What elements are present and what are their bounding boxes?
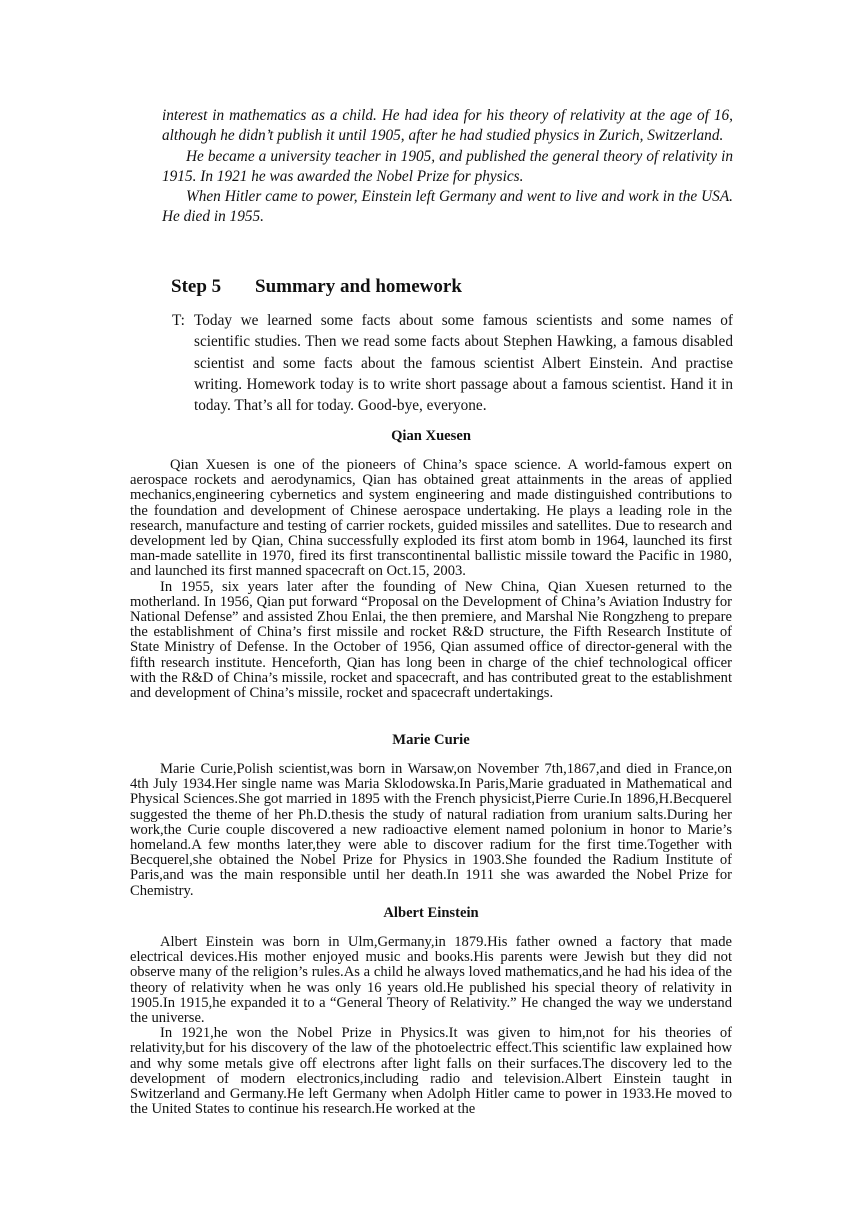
article-title-albert-einstein: Albert Einstein (383, 905, 479, 921)
article-paragraph: Albert Einstein was born in Ulm,Germany,in 1879.His father owned a factory that made electrical devices.His mother enjoyed music and books.His parents were Jewish but they did not observe many of the religion’s rules.As a child he always loved mathematics,and he had his idea of the theory of relativity when he was only 16 years old.He published his special theory of relativity in 1905.In 1915,he expanded it to a “General Theory of Relativity.” He changed the way we understand the universe. (130, 934, 732, 1027)
article-title-qian-xuesen: Qian Xuesen (391, 428, 471, 444)
article-paragraph: In 1955, six years later after the founding of New China, Qian Xuesen returned to the motherland. In 1956, Qian put forward “Proposal on the Development of China’s Aviation Industry for National Defense” and assisted Zhou Enlai, the then premiere, and Marshal Nie Rongzheng to prepare the establishment of China’s first missile and rocket R&D structure, the Fifth Research Institute of State Ministry of Defense. In the October of 1956, Qian assumed office of director-general with the fifth research institute. Henceforth, Qian has long been in charge of the chief technological officer with the R&D of China’s missile, rocket and spacecraft, and has contributed great to the establishment and development of China’s missile, rocket and spacecraft undertakings. (130, 578, 732, 702)
intro-paragraph: He became a university teacher in 1905, and published the general theory of relativity in 1915. In 1921 he was awarded the Nobel Prize for physics. (162, 147, 733, 185)
article-body-albert-einstein (130, 935, 732, 1117)
article-body-marie-curie (130, 762, 732, 899)
step-title: Summary and homework (255, 276, 462, 297)
intro-paragraph: When Hitler came to power, Einstein left Germany and went to live and work in the USA. He died in 1955. (162, 188, 733, 226)
article-paragraph: In 1921,he won the Nobel Prize in Physics.It was given to him,not for his theories of relativity,but for his discovery of the law of the photoelectric effect.This scientific law explained how and why some metals give off electrons after light falls on their surfaces.The discovery led to the development of modern electronics,including radio and television.Albert Einstein taught in Switzerland and Germany.He left Germany when Adolph Hitler came to power in 1933.He moved to the United States to continue his research.He worked at the (130, 1025, 732, 1118)
step-number: Step 5 (171, 276, 222, 297)
article-body-qian-xuesen (130, 458, 732, 701)
einstein-intro-passage (162, 106, 733, 228)
intro-paragraph: interest in mathematics as a child. He had idea for his theory of relativity at the age of 16, although he didn’t publish it until 1905, after he had studied physics in Zurich, Switzerland. (162, 107, 733, 145)
step-heading (171, 275, 462, 299)
teacher-speech: Today we learned some facts about some famous scientists and some names of scientific studies. Then we read some facts about Stephen Hawking, a famous disabled scientist and some facts about the famous scientist Albert Einstein. And practise writing. Homework today is to write short passage about a famous scientist. Hand it in today. That’s all for today. Good-bye, everyone. (194, 312, 733, 415)
article-paragraph: Qian Xuesen is one of the pioneers of China’s space science. A world-famous expert on aerospace rockets and aerodynamics, Qian has obtained great attainments in the areas of applied mechanics,engineering cybernetics and system engineering and made distinguished contributions to the foundation and development of Chinese aerospace undertaking. He plays a leading role in the research, manufacture and testing of carrier rockets, guided missiles and satellites. Due to research and development led by Qian, China successfully exploded its first atom bomb in 1964, launched its first man-made satellite in 1970, fired its first transcontinental ballistic missile toward the Pacific in 1980, and launched its first manned spacecraft on Oct.15, 2003. (130, 457, 732, 580)
speaker-label: T: (172, 312, 185, 329)
article-paragraph: Marie Curie,Polish scientist,was born in Warsaw,on November 7th,1867,and died in France,on 4th July 1934.Her single name was Maria Sklodowska.In Paris,Marie graduated in Mathematical and Physical Sciences.She got married in 1895 with the French physicist,Pierre Curie.In 1896,H.Becquerel suggested the theme of her Ph.D.thesis the study of natural radiation from uranium salts.During her work,the Curie couple discovered a new radioactive element named polonium in honor to Marie’s homeland.A few months later,they were able to discover radium for the first time.Together with Becquerel,she obtained the Nobel Prize for Physics in 1903.She founded the Radium Institute of Paris,and was the main responsible until her death.In 1911 she was awarded the Nobel Prize for Chemistry. (130, 761, 732, 899)
article-title-marie-curie: Marie Curie (392, 732, 470, 748)
teacher-speech-block (172, 310, 733, 416)
